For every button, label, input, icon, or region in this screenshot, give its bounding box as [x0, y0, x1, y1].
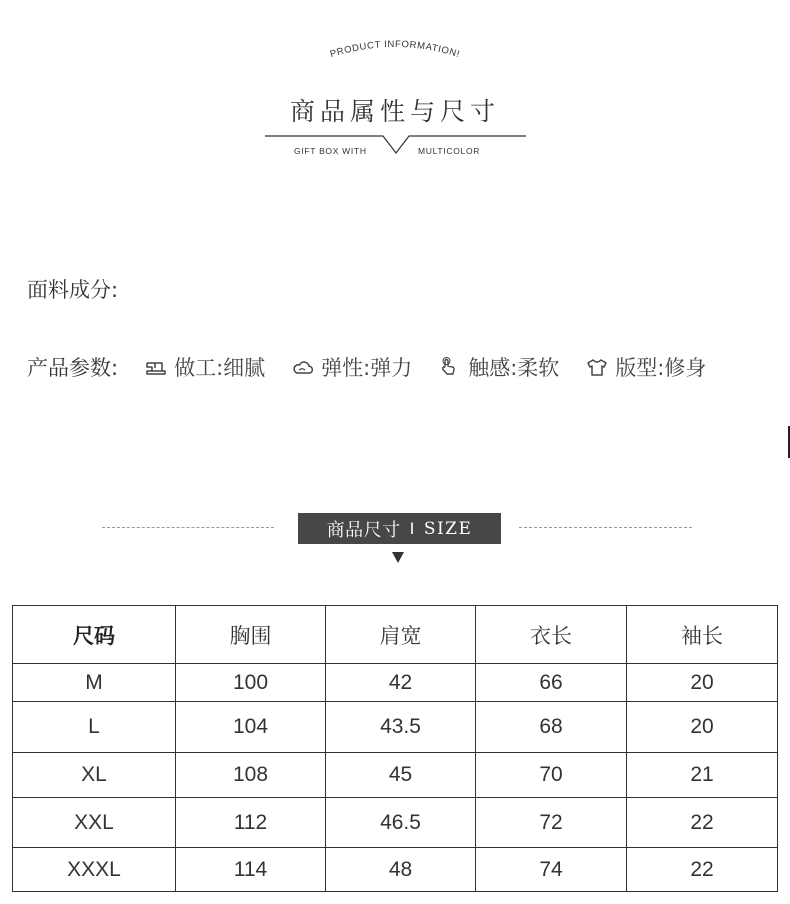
table-cell: L [13, 702, 176, 753]
sewing-machine-icon [144, 357, 168, 377]
table-row [13, 702, 778, 753]
table-cell: 42 [326, 664, 476, 702]
param-fit [585, 352, 706, 382]
multicolor-subtitle: MULTICOLOR [418, 146, 481, 156]
size-section-banner [298, 513, 501, 544]
table-cell: 108 [176, 753, 326, 798]
table-cell: 72 [476, 798, 627, 848]
size-title-en: SIZE [423, 518, 473, 539]
param-fit-text: 版型:修身 [615, 356, 707, 380]
table-cell: 43.5 [326, 702, 476, 753]
product-information-arc-text [0, 30, 790, 70]
size-dash-right [519, 527, 692, 528]
table-cell: XXXL [13, 848, 176, 892]
table-cell: XL [13, 753, 176, 798]
header-sleeve: 袖长 [627, 606, 778, 664]
table-cell: 100 [176, 664, 326, 702]
param-touch [438, 352, 559, 382]
param-elasticity [291, 352, 412, 382]
table-cell: 22 [627, 848, 778, 892]
table-cell: 20 [627, 664, 778, 702]
table-row [13, 798, 778, 848]
table-cell: 48 [326, 848, 476, 892]
size-title-separator: I [409, 519, 415, 538]
table-cell: M [13, 664, 176, 702]
fabric-composition-label: 面料成分: [27, 278, 119, 302]
tshirt-icon [585, 357, 609, 377]
header-length: 衣长 [476, 606, 627, 664]
page-title: 商品属性与尺寸 [289, 97, 500, 126]
header-shoulder: 肩宽 [326, 606, 476, 664]
table-cell: 104 [176, 702, 326, 753]
table-cell: 45 [326, 753, 476, 798]
table-cell: XXL [13, 798, 176, 848]
table-cell: 112 [176, 798, 326, 848]
table-cell: 66 [476, 664, 627, 702]
cloud-icon [291, 357, 315, 377]
hand-touch-icon [438, 357, 462, 377]
product-params-row [27, 351, 706, 383]
title-decoration-line [0, 120, 790, 170]
size-dash-left [102, 527, 274, 528]
size-title-cn: 商品尺寸 [326, 519, 401, 541]
table-cell: 22 [627, 798, 778, 848]
table-cell: 74 [476, 848, 627, 892]
param-workmanship [144, 352, 265, 382]
params-label: 产品参数: [27, 356, 119, 380]
table-cell: 70 [476, 753, 627, 798]
header-size: 尺码 [13, 606, 176, 664]
table-header-row [13, 606, 778, 664]
table-row [13, 753, 778, 798]
table-row [13, 664, 778, 702]
param-workmanship-text: 做工:细腻 [174, 356, 266, 380]
param-elasticity-text: 弹性:弹力 [321, 356, 413, 380]
table-row [13, 848, 778, 892]
table-cell: 46.5 [326, 798, 476, 848]
table-cell: 68 [476, 702, 627, 753]
table-cell: 20 [627, 702, 778, 753]
size-table [12, 605, 778, 892]
down-arrow-icon [392, 552, 404, 563]
header-chest: 胸围 [176, 606, 326, 664]
arc-text: PRODUCT INFORMATION! [328, 38, 462, 61]
table-cell: 21 [627, 753, 778, 798]
gift-box-subtitle: GIFT BOX WITH [294, 146, 367, 156]
table-cell: 114 [176, 848, 326, 892]
param-touch-text: 触感:柔软 [468, 356, 560, 380]
